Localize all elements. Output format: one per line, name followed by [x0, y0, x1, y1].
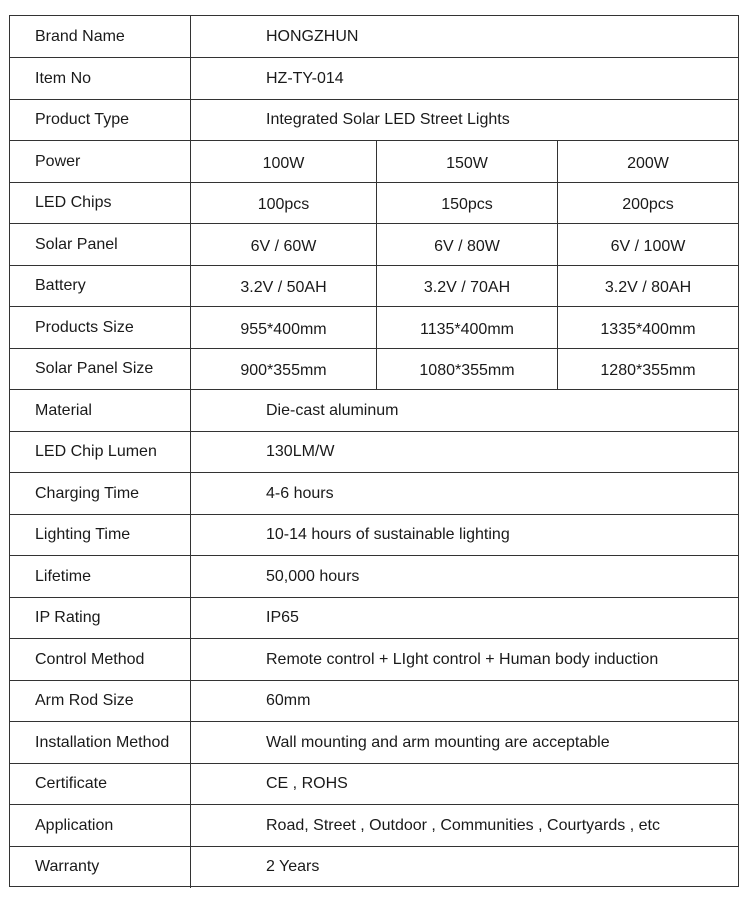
label-brand-name: Brand Name	[10, 16, 191, 57]
row-product-type	[10, 99, 738, 141]
value-ip-rating: IP65	[266, 608, 299, 626]
label-certificate: Certificate	[10, 763, 191, 804]
solar-panel-size-150w: 1080*355mm	[377, 348, 558, 389]
value-application: Road, Street , Outdoor , Communities , Courtyards , etc	[266, 816, 660, 834]
value-brand-name: HONGZHUN	[266, 27, 359, 45]
label-led-chip-lumen: LED Chip Lumen	[10, 431, 191, 472]
label-ip-rating: IP Rating	[10, 597, 191, 638]
value-certificate: CE , ROHS	[266, 774, 348, 792]
battery-100w: 3.2V / 50AH	[191, 265, 377, 306]
power-200w: 200W	[627, 154, 669, 172]
label-lifetime: Lifetime	[10, 556, 191, 597]
row-charging-time	[10, 473, 738, 515]
label-battery: Battery	[10, 265, 191, 306]
solar-panel-100w: 6V / 60W	[191, 224, 377, 265]
label-lighting-time: Lighting Time	[10, 514, 191, 555]
label-product-type: Product Type	[10, 99, 191, 140]
value-arm-rod-size: 60mm	[266, 691, 311, 709]
battery-150w: 3.2V / 70AH	[377, 265, 558, 306]
spec-table	[9, 15, 739, 887]
label-power: Power	[10, 141, 191, 182]
row-material	[10, 390, 738, 432]
label-application: Application	[10, 805, 191, 846]
solar-panel-size-200w: 1280*355mm	[600, 361, 696, 379]
value-led-chip-lumen: 130LM/W	[266, 442, 335, 460]
led-chips-200w: 200pcs	[622, 195, 674, 213]
value-installation-method: Wall mounting and arm mounting are acceptable	[266, 733, 610, 751]
label-installation-method: Installation Method	[10, 722, 191, 763]
label-material: Material	[10, 390, 191, 431]
led-chips-100w: 100pcs	[191, 182, 377, 223]
label-led-chips: LED Chips	[10, 182, 191, 223]
value-charging-time: 4-6 hours	[266, 484, 334, 502]
label-charging-time: Charging Time	[10, 473, 191, 514]
battery-200w: 3.2V / 80AH	[604, 278, 692, 296]
row-application	[10, 805, 738, 847]
row-power	[10, 141, 738, 183]
row-arm-rod-size	[10, 680, 738, 722]
label-control-method: Control Method	[10, 639, 191, 680]
row-control-method	[10, 639, 738, 681]
value-item-no: HZ-TY-014	[266, 69, 344, 87]
row-led-chips	[10, 182, 738, 224]
label-arm-rod-size: Arm Rod Size	[10, 680, 191, 721]
led-chips-150w: 150pcs	[377, 182, 558, 223]
value-material: Die-cast aluminum	[266, 401, 399, 419]
row-lifetime	[10, 556, 738, 598]
row-ip-rating	[10, 597, 738, 639]
row-led-chip-lumen	[10, 431, 738, 473]
label-solar-panel: Solar Panel	[10, 224, 191, 265]
products-size-100w: 955*400mm	[191, 307, 377, 348]
row-installation-method	[10, 722, 738, 764]
row-products-size	[10, 307, 738, 349]
row-brand-name	[10, 16, 738, 58]
label-item-no: Item No	[10, 58, 191, 99]
solar-panel-size-100w: 900*355mm	[191, 348, 377, 389]
row-certificate	[10, 763, 738, 805]
solar-panel-150w: 6V / 80W	[377, 224, 558, 265]
value-control-method: Remote control + LIght control + Human body induction	[266, 650, 659, 668]
power-150w: 150W	[377, 141, 558, 182]
value-product-type: Integrated Solar LED Street Lights	[266, 110, 510, 128]
row-item-no	[10, 58, 738, 100]
solar-panel-200w: 6V / 100W	[610, 237, 686, 255]
power-100w: 100W	[191, 141, 377, 182]
value-lighting-time: 10-14 hours of sustainable lighting	[266, 525, 510, 543]
value-lifetime: 50,000 hours	[266, 567, 360, 585]
label-products-size: Products Size	[10, 307, 191, 348]
value-warranty: 2 Years	[266, 858, 320, 875]
row-warranty	[10, 846, 738, 888]
products-size-150w: 1135*400mm	[377, 307, 558, 348]
row-battery	[10, 265, 738, 307]
row-solar-panel	[10, 224, 738, 266]
label-warranty: Warranty	[10, 846, 191, 888]
row-solar-panel-size	[10, 348, 738, 390]
row-lighting-time	[10, 514, 738, 556]
label-solar-panel-size: Solar Panel Size	[10, 348, 191, 389]
products-size-200w: 1335*400mm	[600, 320, 696, 338]
